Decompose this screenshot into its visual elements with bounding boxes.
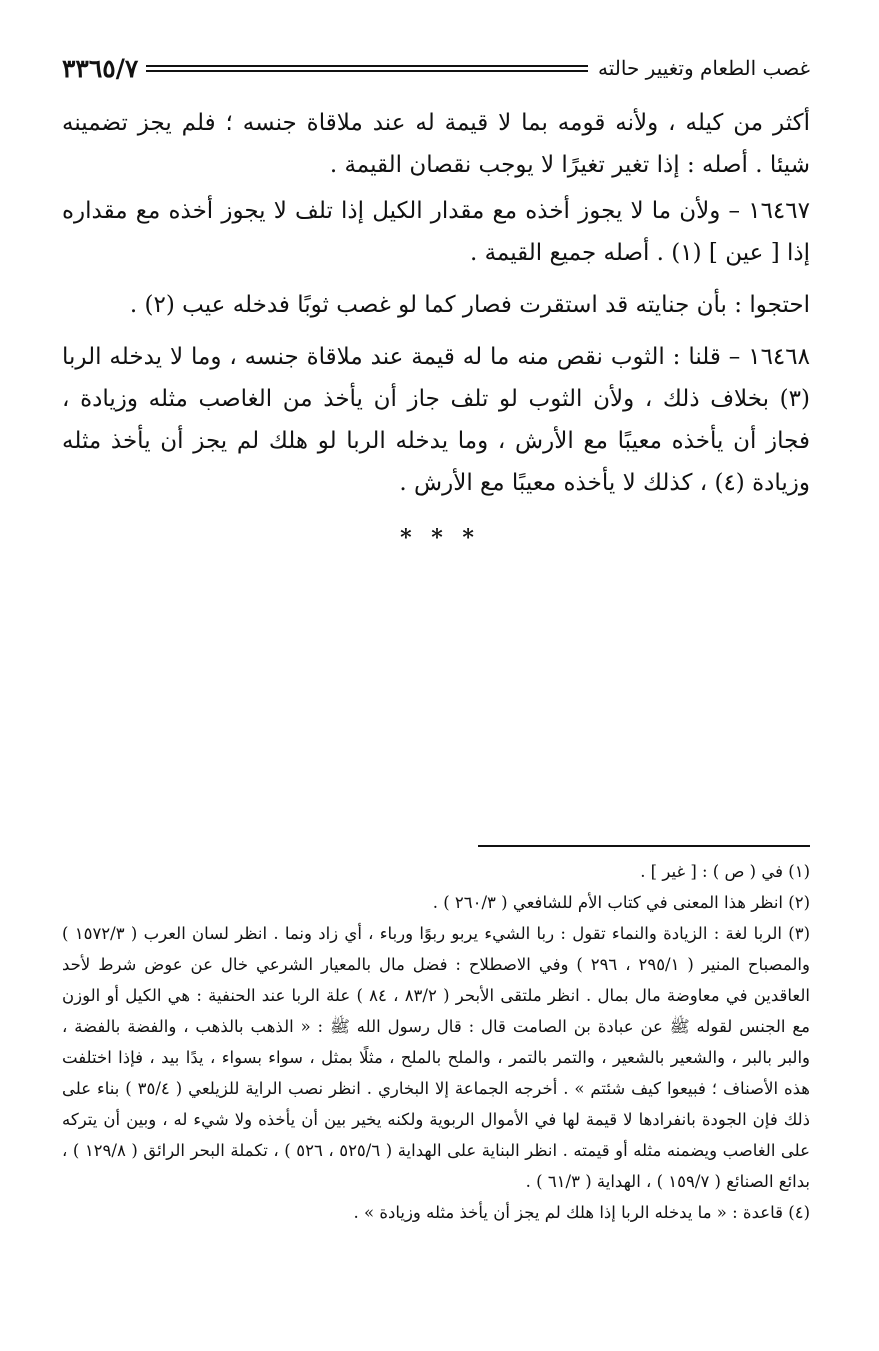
running-title: غصب الطعام وتغيير حالته [598,56,810,80]
paragraph: ١٦٤٦٨ – قلنا : الثوب نقص منه ما له قيمة عند ملاقاة جنسه ، وما لا يدخله الربا (٣) بخلاف ذلك ، ولأن الثوب لو تلف جاز أن يأخذ من الغاصب مثله وزيادة ، فجاز أن يأخذه معيبًا مع الأرش ، وما يدخله الربا لو هلك لم يجز أن يأخذ مثله وزيادة (٤) ، كذلك لا يأخذه معيبًا مع الأرش . [62,344,810,496]
footnote: (٤) قاعدة : « ما يدخله الربا إذا هلك لم يجز أن يأخذ مثله وزيادة » . [353,1203,810,1222]
section-separator: * * * [400,525,480,551]
paragraph: ١٦٤٦٧ – ولأن ما لا يجوز أخذه مع مقدار الكيل إذا تلف لا يجوز أخذه مع مقداره إذا [ عين ] (١) . أصله جميع القيمة . [62,198,810,266]
main-text [62,102,810,514]
footnote-rule [478,845,810,847]
page-number: ٣٣٦٥/٧ [62,53,139,83]
page-header [62,48,810,88]
paragraph: أكثر من كيله ، ولأنه قومه بما لا قيمة له عند ملاقاة جنسه ؛ فلم يجز تضمينه شيئا . أصله : إذا تغير تغيرًا لا يوجب نقصان القيمة . [62,110,810,178]
paragraph: احتجوا : بأن جنايته قد استقرت فصار كما لو غصب ثوبًا فدخله عيب (٢) . [129,292,810,318]
footnote: (٣) الربا لغة : الزيادة والنماء تقول : ربا الشيء يربو ربوًا ورباء ، أي زاد ونما . انظر لسان العرب ( ١٥٧٢/٣ ) والمصباح المنير ( ٢٩٥/١ ، ٢٩٦ ) وفي الاصطلاح : فضل مال بالمعيار الشرعي خال عن عوض شرط لأحد العاقدين في معاوضة مال بمال . انظر ملتقى الأبحر ( ٨٣/٢ ، ٨٤ ) علة الربا عند الحنفية : هي الكيل أو الوزن مع الجنس لقوله ﷺ عن عبادة بن الصامت قال : قال رسول الله ﷺ : « الذهب بالذهب ، والفضة بالفضة ، والبر بالبر ، والشعير بالشعير ، والتمر بالتمر ، والملح بالملح ، مثلًا بمثل ، سواء بسواء ، يدًا بيد ، فإذا اختلفت هذه الأصناف ؛ فبيعوا كيف شئتم » . أخرجه الجماعة إلا البخاري . انظر نصب الراية للزيلعي ( ٣٥/٤ ) بناء على ذلك فإن الجودة بانفرادها لا قيمة لها في الأموال الربوية ولكنه يخير بين أن يأخذه ولا شيء له ، وبين أن يتركه على الغاصب ويضمنه مثله أو قيمته . انظر البناية على الهداية ( ٥٢٥/٦ ، ٥٢٦ ) ، تكملة البحر الرائق ( ١٢٩/٨ ) ، بدائع الصنائع ( ١٥٩/٧ ) ، الهداية ( ٦١/٣ ) . [62,924,810,1191]
footnote: (٢) انظر هذا المعنى في كتاب الأم للشافعي ( ٢٦٠/٣ ) . [432,893,810,912]
header-rule [146,65,588,72]
footnotes [62,856,810,1228]
footnote: (١) في ( ص ) : [ غير ] . [640,862,810,881]
